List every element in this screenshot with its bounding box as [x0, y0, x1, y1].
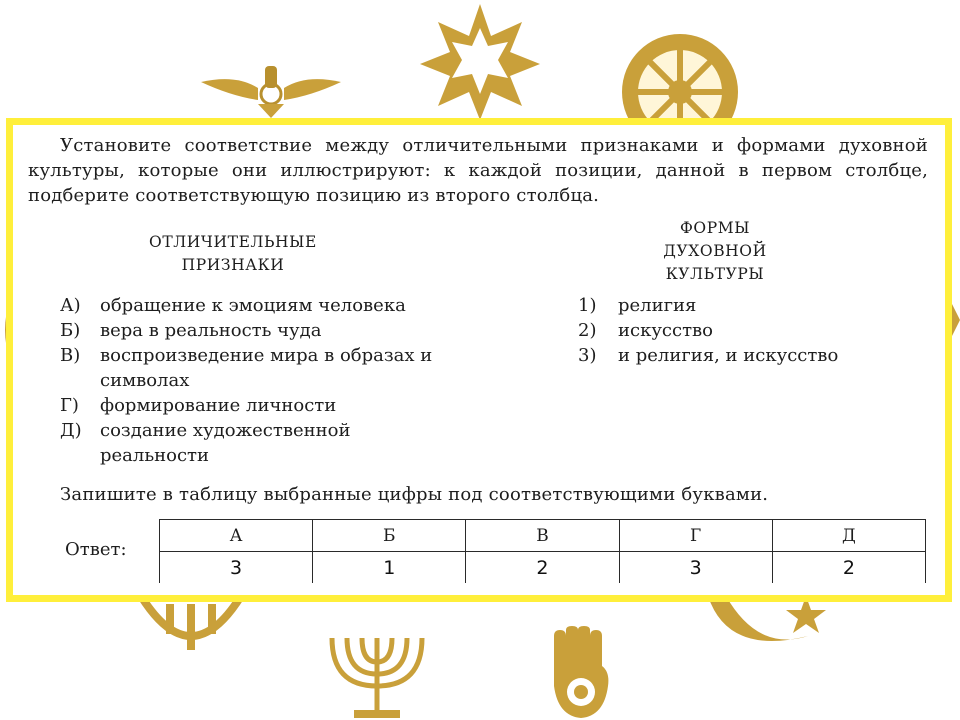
answer-value-row [160, 552, 926, 584]
feature-key: Г) [60, 395, 79, 416]
crescent-star-icon [698, 596, 838, 654]
features-list [60, 293, 445, 468]
feature-item [60, 343, 445, 393]
form-key: 3) [578, 345, 597, 366]
faravahar-icon [196, 60, 346, 120]
forms-header-line-1: ФОРМЫ [679, 219, 751, 237]
forms-header-line-2: ДУХОВНОЙ [663, 242, 767, 260]
answer-value-cell[interactable]: 2 [772, 552, 925, 584]
feature-text: обращение к эмоциям человека [100, 295, 406, 316]
form-text: искусство [618, 320, 714, 341]
answer-header-cell: Д [772, 520, 925, 552]
features-header [113, 231, 353, 277]
table-instruction: Запишите в таблицу выбранные цифры под соответствующими буквами. [60, 484, 769, 505]
answer-value-cell[interactable]: 2 [466, 552, 619, 584]
forms-list [578, 293, 918, 368]
feature-key: Б) [60, 320, 81, 341]
feature-item [60, 418, 445, 468]
answer-header-row [160, 520, 926, 552]
feature-item [60, 293, 445, 318]
feature-key: В) [60, 345, 81, 366]
feature-text: воспроизведение мира в образах и символах [100, 345, 433, 391]
answer-value-cell[interactable]: 3 [619, 552, 772, 584]
forms-header [605, 217, 825, 286]
dharma-wheel-icon [615, 30, 745, 122]
trident-symbol-icon [136, 596, 246, 656]
form-item [578, 293, 918, 318]
answer-header-cell: Б [313, 520, 466, 552]
feature-text: создание художественной реальности [100, 420, 351, 466]
feature-key: Д) [60, 420, 82, 441]
answer-label: Ответ: [65, 539, 127, 560]
nine-pointed-star-icon [418, 2, 542, 122]
form-text: религия [618, 295, 697, 316]
menorah-icon [318, 630, 436, 720]
feature-text: вера в реальность чуда [100, 320, 322, 341]
form-item [578, 318, 918, 343]
answer-header-cell: А [160, 520, 313, 552]
feature-item [60, 318, 445, 343]
feature-text: формирование личности [100, 395, 337, 416]
task-panel [6, 118, 952, 602]
form-text: и религия, и искусство [618, 345, 839, 366]
form-key: 2) [578, 320, 597, 341]
answer-value-cell[interactable]: 3 [160, 552, 313, 584]
answer-header-cell: В [466, 520, 619, 552]
form-item [578, 343, 918, 368]
task-intro: Установите соответствие между отличительными признаками и формами духовной культуры, которые они иллюстрируют: к каждой позиции, данной в первом столбце, подберите соответствующую позицию из второго столбца. [28, 135, 928, 206]
answer-value-cell[interactable]: 1 [313, 552, 466, 584]
form-key: 1) [578, 295, 597, 316]
answer-header-cell: Г [619, 520, 772, 552]
answer-table [159, 519, 926, 583]
hamsa-hand-icon [548, 626, 614, 720]
features-header-line-1: ОТЛИЧИТЕЛЬНЫЕ [149, 233, 317, 251]
forms-header-line-3: КУЛЬТУРЫ [665, 265, 765, 283]
feature-key: А) [60, 295, 81, 316]
feature-item [60, 393, 445, 418]
features-header-line-2: ПРИЗНАКИ [181, 256, 285, 274]
